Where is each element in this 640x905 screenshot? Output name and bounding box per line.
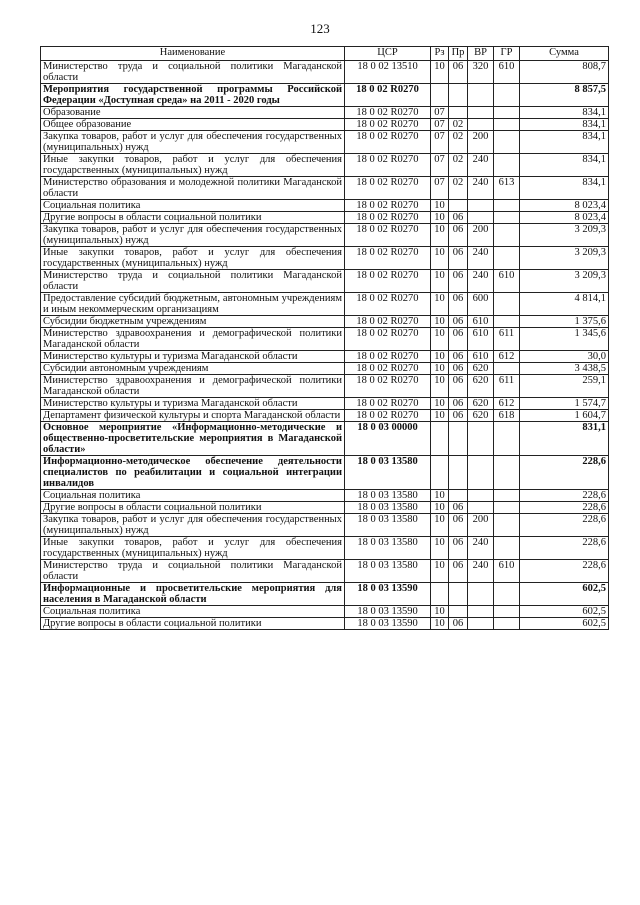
cell-pr: 06	[449, 270, 468, 293]
cell-rz: 10	[431, 212, 449, 224]
cell-pr: 06	[449, 351, 468, 363]
cell-vr: 620	[468, 410, 494, 422]
cell-pr: 06	[449, 410, 468, 422]
cell-name: Основное мероприятие «Информационно-методические и общественно-просветительские мероприятия в Магаданской области»	[41, 422, 345, 456]
cell-csr: 18 0 03 13590	[345, 618, 431, 630]
cell-csr: 18 0 02 R0270	[345, 247, 431, 270]
cell-csr: 18 0 02 R0270	[345, 351, 431, 363]
cell-csr: 18 0 03 00000	[345, 422, 431, 456]
cell-name: Субсидии автономным учреждениям	[41, 363, 345, 375]
cell-sum: 834,1	[520, 119, 609, 131]
cell-csr: 18 0 03 13580	[345, 502, 431, 514]
column-header-csr: ЦСР	[345, 47, 431, 61]
cell-gr: 613	[494, 177, 520, 200]
table-row	[41, 456, 609, 490]
cell-gr: 610	[494, 270, 520, 293]
cell-vr: 200	[468, 131, 494, 154]
cell-vr	[468, 456, 494, 490]
cell-name: Предоставление субсидий бюджетным, автономным учреждениям и иным некоммерческим организациям	[41, 293, 345, 316]
cell-csr: 18 0 02 R0270	[345, 375, 431, 398]
cell-rz: 10	[431, 247, 449, 270]
cell-rz: 10	[431, 270, 449, 293]
cell-name: Министерство здравоохранения и демографической политики Магаданской области	[41, 375, 345, 398]
cell-csr: 18 0 02 R0270	[345, 212, 431, 224]
table-row	[41, 514, 609, 537]
cell-rz: 10	[431, 560, 449, 583]
table-row	[41, 119, 609, 131]
table-row	[41, 375, 609, 398]
table-row	[41, 422, 609, 456]
cell-csr: 18 0 02 R0270	[345, 410, 431, 422]
cell-rz	[431, 456, 449, 490]
cell-vr: 240	[468, 537, 494, 560]
cell-name: Закупка товаров, работ и услуг для обеспечения государственных (муниципальных) нужд	[41, 224, 345, 247]
cell-sum: 808,7	[520, 61, 609, 84]
cell-gr: 618	[494, 410, 520, 422]
cell-sum: 602,5	[520, 583, 609, 606]
table-row	[41, 583, 609, 606]
cell-csr: 18 0 02 R0270	[345, 154, 431, 177]
cell-sum: 4 814,1	[520, 293, 609, 316]
column-header-sum: Сумма	[520, 47, 609, 61]
table-row	[41, 537, 609, 560]
cell-name: Иные закупки товаров, работ и услуг для обеспечения государственных (муниципальных) нужд	[41, 537, 345, 560]
cell-sum: 30,0	[520, 351, 609, 363]
cell-gr	[494, 107, 520, 119]
cell-vr	[468, 422, 494, 456]
cell-rz: 07	[431, 131, 449, 154]
cell-sum: 602,5	[520, 606, 609, 618]
cell-vr	[468, 490, 494, 502]
table-row	[41, 61, 609, 84]
cell-name: Иные закупки товаров, работ и услуг для обеспечения государственных (муниципальных) нужд	[41, 154, 345, 177]
cell-vr	[468, 618, 494, 630]
cell-rz: 10	[431, 514, 449, 537]
cell-pr	[449, 422, 468, 456]
cell-csr: 18 0 02 R0270	[345, 84, 431, 107]
cell-sum: 834,1	[520, 177, 609, 200]
cell-vr: 200	[468, 224, 494, 247]
cell-sum: 831,1	[520, 422, 609, 456]
cell-vr	[468, 84, 494, 107]
cell-gr	[494, 247, 520, 270]
cell-name: Министерство культуры и туризма Магаданской области	[41, 351, 345, 363]
table-row	[41, 107, 609, 119]
cell-pr: 06	[449, 514, 468, 537]
cell-gr: 611	[494, 328, 520, 351]
table-row	[41, 316, 609, 328]
cell-pr: 06	[449, 398, 468, 410]
cell-vr: 240	[468, 177, 494, 200]
cell-vr	[468, 119, 494, 131]
cell-csr: 18 0 02 R0270	[345, 177, 431, 200]
table-row	[41, 293, 609, 316]
cell-sum: 228,6	[520, 456, 609, 490]
column-header-rz: Рз	[431, 47, 449, 61]
cell-rz	[431, 583, 449, 606]
cell-sum: 228,6	[520, 514, 609, 537]
cell-csr: 18 0 02 R0270	[345, 270, 431, 293]
cell-vr: 620	[468, 375, 494, 398]
cell-gr	[494, 606, 520, 618]
cell-vr: 320	[468, 61, 494, 84]
cell-rz: 10	[431, 200, 449, 212]
cell-name: Министерство труда и социальной политики Магаданской области	[41, 61, 345, 84]
cell-name: Информационно-методическое обеспечение деятельности специалистов по реабилитации и социальной интеграции инвалидов	[41, 456, 345, 490]
table-row	[41, 212, 609, 224]
cell-pr: 06	[449, 537, 468, 560]
cell-pr: 02	[449, 177, 468, 200]
budget-table	[40, 46, 609, 630]
cell-vr: 620	[468, 363, 494, 375]
cell-pr	[449, 606, 468, 618]
column-header-vr: ВР	[468, 47, 494, 61]
cell-csr: 18 0 03 13580	[345, 490, 431, 502]
cell-name: Другие вопросы в области социальной политики	[41, 502, 345, 514]
cell-name: Закупка товаров, работ и услуг для обеспечения государственных (муниципальных) нужд	[41, 131, 345, 154]
cell-csr: 18 0 02 R0270	[345, 316, 431, 328]
column-header-name: Наименование	[41, 47, 345, 61]
cell-rz: 10	[431, 316, 449, 328]
cell-gr	[494, 293, 520, 316]
cell-gr	[494, 502, 520, 514]
cell-name: Общее образование	[41, 119, 345, 131]
cell-pr: 06	[449, 363, 468, 375]
cell-pr	[449, 200, 468, 212]
cell-name: Министерство труда и социальной политики Магаданской области	[41, 270, 345, 293]
table-row	[41, 177, 609, 200]
table-row	[41, 328, 609, 351]
cell-vr	[468, 107, 494, 119]
cell-csr: 18 0 03 13580	[345, 456, 431, 490]
cell-gr	[494, 456, 520, 490]
cell-sum: 834,1	[520, 107, 609, 119]
cell-pr	[449, 583, 468, 606]
cell-vr: 200	[468, 514, 494, 537]
cell-vr	[468, 502, 494, 514]
cell-name: Департамент физической культуры и спорта Магаданской области	[41, 410, 345, 422]
cell-gr	[494, 84, 520, 107]
cell-gr	[494, 514, 520, 537]
cell-gr	[494, 537, 520, 560]
cell-pr	[449, 456, 468, 490]
cell-gr	[494, 363, 520, 375]
table-row	[41, 560, 609, 583]
cell-name: Иные закупки товаров, работ и услуг для обеспечения государственных (муниципальных) нужд	[41, 247, 345, 270]
cell-rz: 10	[431, 490, 449, 502]
cell-rz: 10	[431, 224, 449, 247]
cell-sum: 3 209,3	[520, 270, 609, 293]
cell-sum: 8 023,4	[520, 200, 609, 212]
cell-vr: 240	[468, 270, 494, 293]
cell-csr: 18 0 02 13510	[345, 61, 431, 84]
cell-vr: 620	[468, 398, 494, 410]
cell-pr: 06	[449, 375, 468, 398]
cell-name: Мероприятия государственной программы Российской Федерации «Доступная среда» на 2011 - 2020 годы	[41, 84, 345, 107]
cell-name: Субсидии бюджетным учреждениям	[41, 316, 345, 328]
cell-sum: 1 574,7	[520, 398, 609, 410]
table-row	[41, 606, 609, 618]
cell-sum: 228,6	[520, 560, 609, 583]
cell-vr	[468, 606, 494, 618]
cell-csr: 18 0 02 R0270	[345, 328, 431, 351]
cell-pr: 06	[449, 502, 468, 514]
cell-sum: 259,1	[520, 375, 609, 398]
cell-pr: 06	[449, 247, 468, 270]
table-row	[41, 351, 609, 363]
cell-name: Другие вопросы в области социальной политики	[41, 212, 345, 224]
cell-csr: 18 0 02 R0270	[345, 131, 431, 154]
cell-pr: 06	[449, 328, 468, 351]
cell-sum: 1 604,7	[520, 410, 609, 422]
cell-vr	[468, 212, 494, 224]
cell-vr: 600	[468, 293, 494, 316]
cell-name: Министерство труда и социальной политики Магаданской области	[41, 560, 345, 583]
cell-name: Министерство культуры и туризма Магаданской области	[41, 398, 345, 410]
table-row	[41, 224, 609, 247]
cell-name: Социальная политика	[41, 606, 345, 618]
cell-pr: 06	[449, 212, 468, 224]
cell-gr	[494, 422, 520, 456]
cell-sum: 228,6	[520, 502, 609, 514]
cell-csr: 18 0 02 R0270	[345, 224, 431, 247]
table-row	[41, 410, 609, 422]
cell-vr	[468, 583, 494, 606]
cell-name: Другие вопросы в области социальной политики	[41, 618, 345, 630]
cell-pr: 06	[449, 316, 468, 328]
cell-gr	[494, 212, 520, 224]
cell-sum: 602,5	[520, 618, 609, 630]
cell-gr: 610	[494, 61, 520, 84]
cell-rz: 07	[431, 177, 449, 200]
cell-gr	[494, 583, 520, 606]
cell-csr: 18 0 03 13590	[345, 583, 431, 606]
cell-sum: 1 345,6	[520, 328, 609, 351]
column-header-gr: ГР	[494, 47, 520, 61]
cell-rz: 10	[431, 398, 449, 410]
cell-rz: 10	[431, 537, 449, 560]
cell-name: Образование	[41, 107, 345, 119]
cell-name: Министерство образования и молодежной политики Магаданской области	[41, 177, 345, 200]
cell-gr	[494, 224, 520, 247]
cell-csr: 18 0 02 R0270	[345, 200, 431, 212]
cell-gr	[494, 154, 520, 177]
cell-vr: 610	[468, 328, 494, 351]
cell-sum: 8 023,4	[520, 212, 609, 224]
table-row	[41, 84, 609, 107]
cell-rz: 10	[431, 618, 449, 630]
cell-name: Социальная политика	[41, 490, 345, 502]
cell-gr	[494, 490, 520, 502]
cell-pr	[449, 107, 468, 119]
cell-rz: 10	[431, 410, 449, 422]
cell-pr: 06	[449, 293, 468, 316]
cell-pr: 06	[449, 618, 468, 630]
table-row	[41, 131, 609, 154]
cell-gr: 612	[494, 351, 520, 363]
cell-csr: 18 0 03 13580	[345, 514, 431, 537]
cell-rz	[431, 84, 449, 107]
cell-rz: 07	[431, 107, 449, 119]
table-row	[41, 618, 609, 630]
cell-rz: 10	[431, 293, 449, 316]
table-row	[41, 490, 609, 502]
table-row	[41, 247, 609, 270]
cell-csr: 18 0 02 R0270	[345, 107, 431, 119]
cell-csr: 18 0 03 13580	[345, 560, 431, 583]
cell-csr: 18 0 02 R0270	[345, 119, 431, 131]
table-row	[41, 200, 609, 212]
cell-rz: 07	[431, 154, 449, 177]
cell-gr	[494, 618, 520, 630]
cell-pr: 02	[449, 154, 468, 177]
cell-gr: 612	[494, 398, 520, 410]
cell-rz: 10	[431, 606, 449, 618]
cell-rz: 10	[431, 328, 449, 351]
cell-sum: 1 375,6	[520, 316, 609, 328]
cell-sum: 8 857,5	[520, 84, 609, 107]
cell-vr: 610	[468, 316, 494, 328]
table-header-row	[41, 47, 609, 61]
cell-vr	[468, 200, 494, 212]
cell-csr: 18 0 02 R0270	[345, 363, 431, 375]
cell-name: Информационные и просветительские мероприятия для населения в Магаданской области	[41, 583, 345, 606]
cell-sum: 228,6	[520, 537, 609, 560]
table-row	[41, 270, 609, 293]
page-number: 123	[310, 21, 330, 36]
cell-csr: 18 0 03 13590	[345, 606, 431, 618]
cell-vr: 610	[468, 351, 494, 363]
cell-sum: 3 438,5	[520, 363, 609, 375]
cell-name: Министерство здравоохранения и демографической политики Магаданской области	[41, 328, 345, 351]
cell-rz: 10	[431, 61, 449, 84]
cell-sum: 834,1	[520, 154, 609, 177]
cell-sum: 834,1	[520, 131, 609, 154]
cell-sum: 3 209,3	[520, 247, 609, 270]
cell-rz: 10	[431, 363, 449, 375]
cell-gr: 610	[494, 560, 520, 583]
cell-pr: 02	[449, 131, 468, 154]
cell-csr: 18 0 02 R0270	[345, 293, 431, 316]
table-body	[41, 61, 609, 630]
cell-rz: 07	[431, 119, 449, 131]
cell-sum: 3 209,3	[520, 224, 609, 247]
table-row	[41, 502, 609, 514]
cell-gr: 611	[494, 375, 520, 398]
cell-vr: 240	[468, 154, 494, 177]
cell-vr: 240	[468, 560, 494, 583]
cell-csr: 18 0 02 R0270	[345, 398, 431, 410]
cell-rz	[431, 422, 449, 456]
cell-rz: 10	[431, 375, 449, 398]
cell-rz: 10	[431, 502, 449, 514]
cell-gr	[494, 119, 520, 131]
cell-sum: 228,6	[520, 490, 609, 502]
cell-gr	[494, 316, 520, 328]
cell-rz: 10	[431, 351, 449, 363]
table-row	[41, 398, 609, 410]
cell-name: Социальная политика	[41, 200, 345, 212]
cell-pr: 06	[449, 61, 468, 84]
table-row	[41, 154, 609, 177]
cell-vr: 240	[468, 247, 494, 270]
cell-pr: 06	[449, 224, 468, 247]
cell-name: Закупка товаров, работ и услуг для обеспечения государственных (муниципальных) нужд	[41, 514, 345, 537]
cell-gr	[494, 131, 520, 154]
table-row	[41, 363, 609, 375]
cell-pr: 06	[449, 560, 468, 583]
cell-gr	[494, 200, 520, 212]
cell-pr: 02	[449, 119, 468, 131]
cell-pr	[449, 490, 468, 502]
cell-pr	[449, 84, 468, 107]
column-header-pr: Пр	[449, 47, 468, 61]
cell-csr: 18 0 03 13580	[345, 537, 431, 560]
